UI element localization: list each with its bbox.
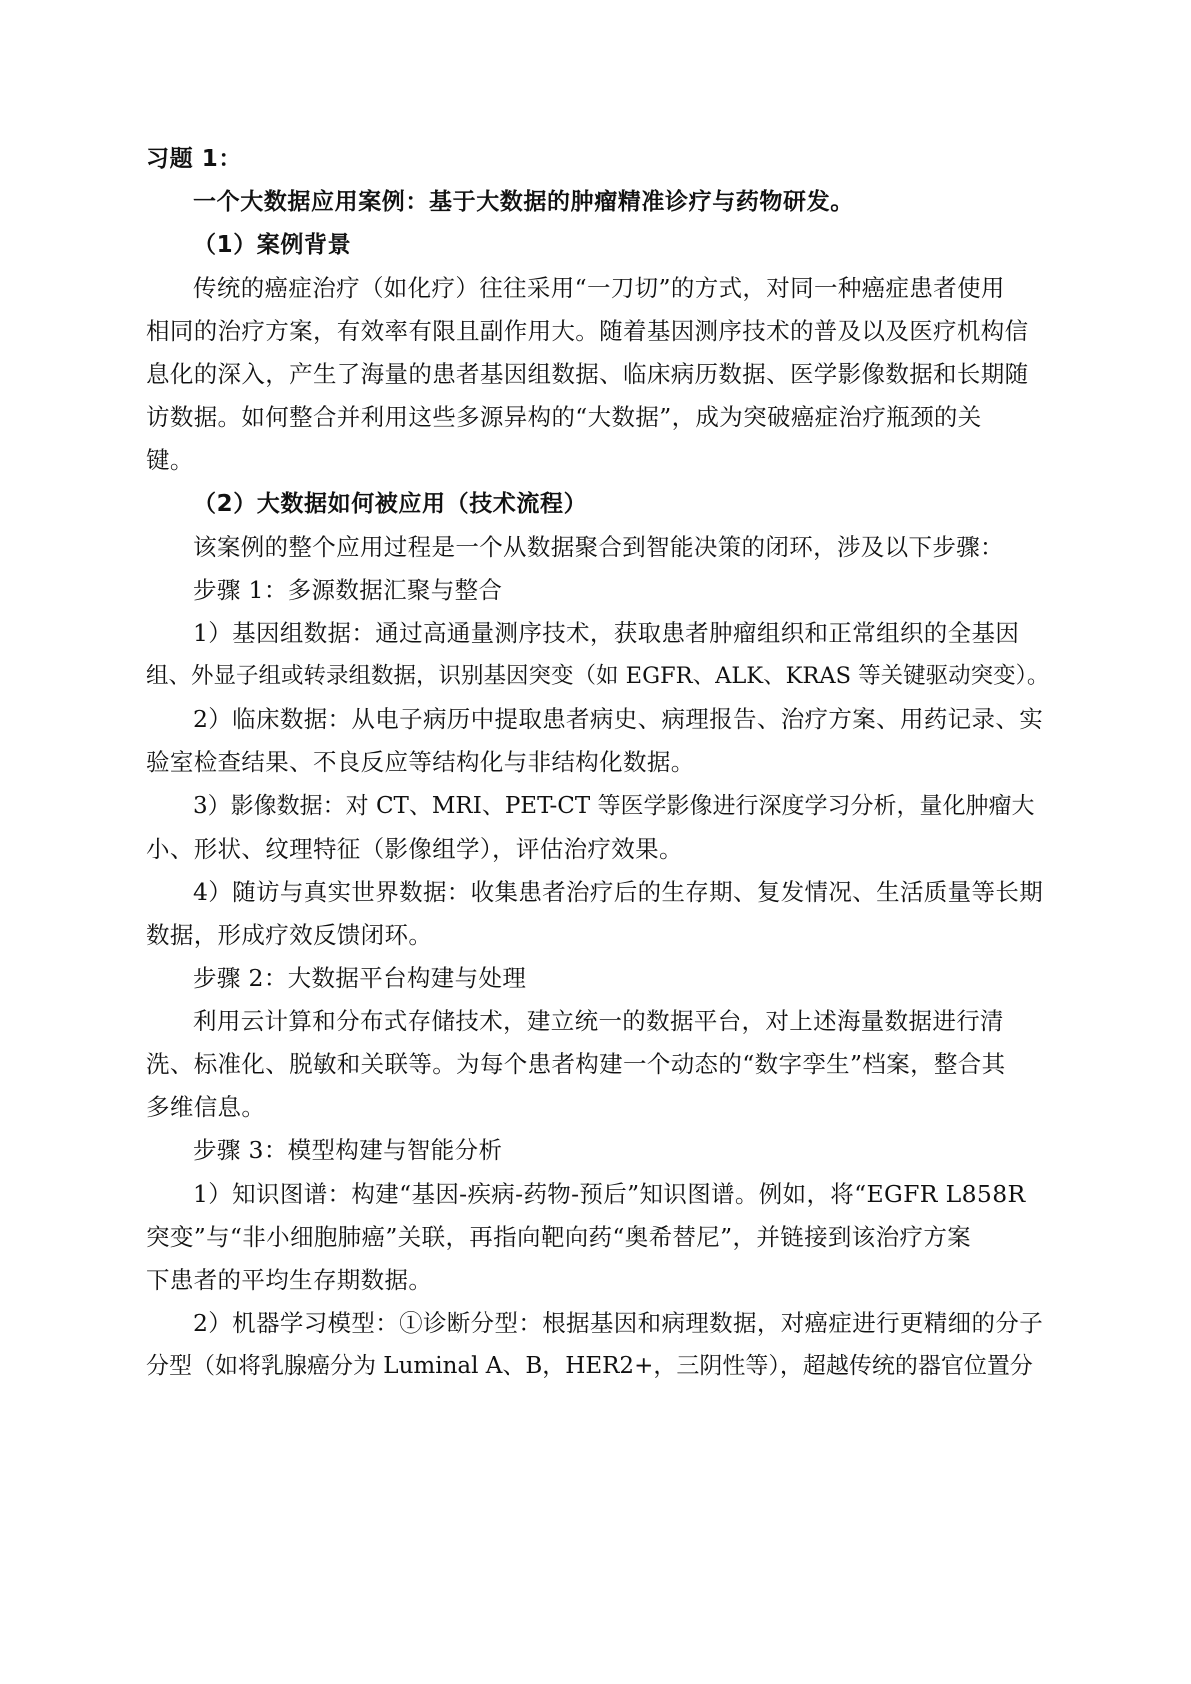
- paragraph-line: 访数据。如何整合并利用这些多源异构的“大数据”，成为突破癌症治疗瓶颈的关: [146, 403, 982, 431]
- paragraph-line: 分型（如将乳腺癌分为 Luminal A、B，HER2+，三阴性等），超越传统的器官位置分: [146, 1353, 1033, 1379]
- paragraph-line: 相同的治疗方案，有效率有限且副作用大。随着基因测序技术的普及以及医疗机构信: [146, 317, 1029, 345]
- section-heading-background: （1）案例背景: [193, 232, 352, 258]
- paragraph-line: 组、外显子组或转录组数据，识别基因突变（如 EGFR、ALK、KRAS 等关键驱动突变）。: [146, 663, 1050, 689]
- paragraph-line: 洗、标准化、脱敏和关联等。为每个患者构建一个动态的“数字孪生”档案，整合其: [146, 1050, 1006, 1078]
- paragraph-line: 下患者的平均生存期数据。: [146, 1266, 433, 1294]
- paragraph-line: 传统的癌症治疗（如化疗）往往采用“一刀切”的方式，对同一种癌症患者使用: [193, 274, 1005, 302]
- paragraph-line: 1）基因组数据：通过高通量测序技术，获取患者肿瘤组织和正常组织的全基因: [193, 619, 1020, 647]
- paragraph-line: 2）机器学习模型：①诊断分型：根据基因和病理数据，对癌症进行更精细的分子: [193, 1309, 1044, 1337]
- step3-title: 步骤 3：模型构建与智能分析: [193, 1136, 503, 1164]
- paragraph-line: 键。: [146, 446, 194, 474]
- case-title: 一个大数据应用案例：基于大数据的肿瘤精准诊疗与药物研发。: [193, 189, 854, 215]
- step2-title: 步骤 2：大数据平台构建与处理: [193, 964, 527, 992]
- paragraph-line: 2）临床数据：从电子病历中提取患者病史、病理报告、治疗方案、用药记录、实: [193, 705, 1044, 733]
- paragraph-line: 4）随访与真实世界数据：收集患者治疗后的生存期、复发情况、生活质量等长期: [193, 878, 1044, 906]
- paragraph-line: 突变”与“非小细胞肺癌”关联，再指向靶向药“奥希替尼”，并链接到该治疗方案: [146, 1223, 972, 1251]
- step1-title: 步骤 1：多源数据汇聚与整合: [193, 576, 503, 604]
- paragraph-line: 验室检查结果、不良反应等结构化与非结构化数据。: [146, 748, 695, 776]
- exercise-title: 习题 1：: [146, 146, 243, 172]
- process-intro: 该案例的整个应用过程是一个从数据聚合到智能决策的闭环，涉及以下步骤：: [193, 533, 1004, 561]
- section-heading-process: （2）大数据如何被应用（技术流程）: [193, 491, 588, 517]
- paragraph-line: 多维信息。: [146, 1093, 266, 1121]
- paragraph-line: 小、形状、纹理特征（影像组学），评估治疗效果。: [146, 835, 683, 863]
- paragraph-line: 3）影像数据：对 CT、MRI、PET-CT 等医学影像进行深度学习分析，量化肿瘤大: [193, 793, 1035, 819]
- paragraph-line: 数据，形成疗效反馈闭环。: [146, 921, 433, 949]
- paragraph-line: 利用云计算和分布式存储技术，建立统一的数据平台，对上述海量数据进行清: [193, 1007, 1004, 1035]
- paragraph-line: 1）知识图谱：构建“基因-疾病-药物-预后”知识图谱。例如，将“EGFR L858R: [193, 1180, 1026, 1208]
- paragraph-line: 息化的深入，产生了海量的患者基因组数据、临床病历数据、医学影像数据和长期随: [146, 360, 1029, 388]
